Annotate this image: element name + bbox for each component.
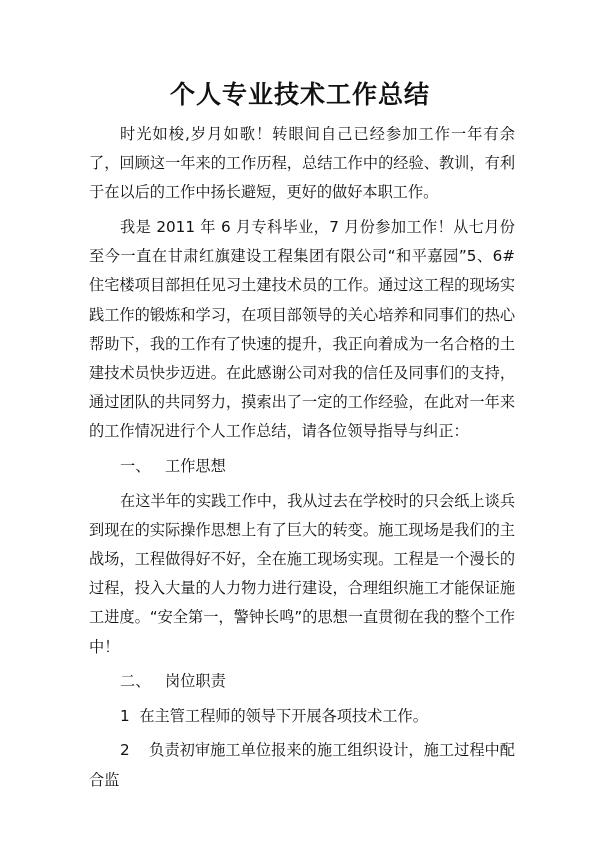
paragraph-work-thinking: 在这半年的实践工作中，我从过去在学校时的只会纸上谈兵到现在的实际操作思想上有了巨大的转变。施工现场是我们的主战场，工程做得好不好，全在施工现场实现。工程是一个漫长的过程，投入大量的人力物力进行建设，合理组织施工才能保证施工进度。“安全第一，警钟长鸣”的思想一直贯彻在我的整个工作中！ [89, 491, 515, 656]
section-title: 工作思想 [165, 457, 226, 476]
section-heading-work-thinking [89, 452, 515, 481]
list-item-duty-2: 2 负责初审施工单位报来的施工组织设计，施工过程中配合监 [89, 741, 515, 789]
section-title: 岗位职责 [165, 672, 226, 691]
section-heading-job-duties [89, 667, 515, 696]
section-number: 一、 [120, 457, 151, 476]
section-number: 二、 [120, 672, 151, 691]
paragraph-intro: 时光如梭,岁月如歌！转眼间自己已经参加工作一年有余了，回顾这一年来的工作历程，总结工作中的经验、教训，有利于在以后的工作中扬长避短，更好的做好本职工作。 [89, 125, 515, 202]
paragraph-background: 我是 2011 年 6 月专科毕业，7 月份参加工作！从七月份至今一直在甘肃红旗建设工程集团有限公司“和平嘉园”5、6#住宅楼项目部担任见习土建技术员的工作。通过这工程的现场实践工作的锻炼和学习，在项目部领导的关心培养和同事们的热心帮助下，我的工作有了快速的提升，我正向着成为一名合格的土建技术员快步迈进。在此感谢公司对我的信任及同事们的支持，通过团队的共同努力，摸索出了一定的工作经验，在此对一年来的工作情况进行个人工作总结，请各位领导指导与纠正： [89, 218, 515, 441]
document-title: 个人专业技术工作总结 [169, 80, 430, 109]
document-body [89, 120, 515, 800]
list-item-duty-1: 1 在主管工程师的领导下开展各项技术工作。 [120, 706, 428, 725]
